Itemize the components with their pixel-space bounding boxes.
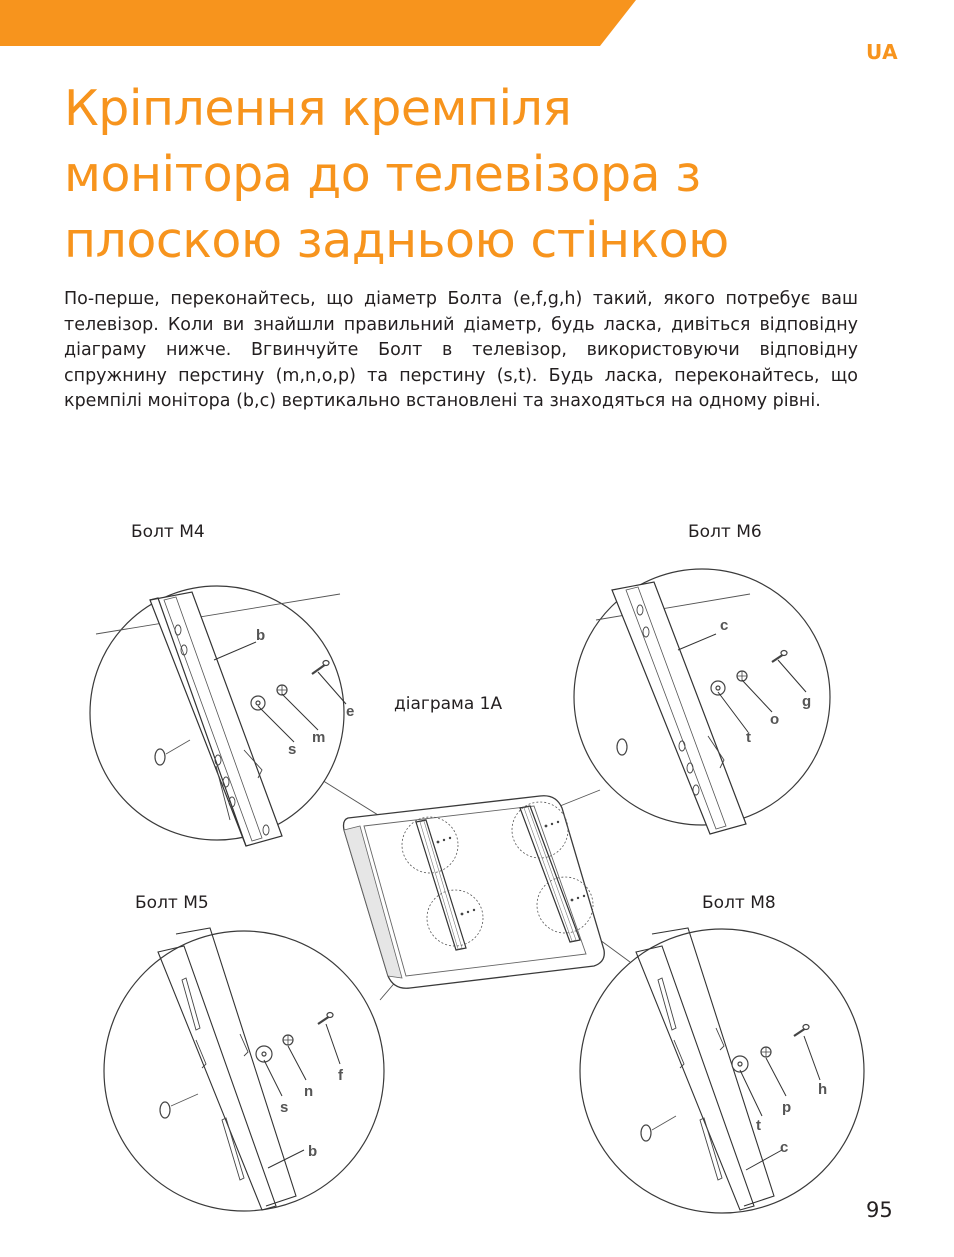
title-line-1: Кріплення кремпіля	[64, 80, 572, 137]
part-label-b-m4: b	[256, 627, 266, 644]
page-number: 95	[866, 1198, 893, 1222]
detail-circle-m8	[580, 928, 864, 1213]
tv-illustration	[344, 796, 605, 989]
intro-paragraph: По-перше, переконайтесь, що діаметр Болта (e,f,g,h) такий, якого потребує ваш телевізор. Коли ви знайшли правильний діаметр, будь ласка, дивіться відповідну діаграму нижче. Вгвинчуйте Болт в телевізор, використовуючи відповідну спружнину перстину (m,n,o,p) та перстину (s,t). Будь ласка, переконайтесь, що кремпілі монітора (b,c) вертикально встановлені та знаходяться на одному рівні.	[64, 289, 858, 412]
panel-label-m5: Болт M5	[135, 893, 209, 913]
part-label-b-m5: b	[308, 1143, 318, 1160]
part-label-t-m8: t	[756, 1117, 761, 1134]
part-label-s-m4: s	[288, 741, 297, 758]
detail-circle-m6	[574, 569, 830, 834]
part-label-p: p	[782, 1099, 792, 1116]
part-label-g: g	[802, 693, 812, 710]
part-label-c-m8: c	[780, 1139, 789, 1156]
panel-label-m6: Болт M6	[688, 522, 762, 542]
part-label-f: f	[338, 1067, 343, 1084]
detail-circle-m4	[90, 586, 346, 846]
part-label-t-m6: t	[746, 729, 751, 746]
panel-label-m8: Болт M8	[702, 893, 776, 913]
title-line-2: монітора до телевізора з	[64, 146, 701, 203]
part-label-m: m	[312, 729, 326, 746]
diagram-center-label: діаграма 1A	[394, 694, 503, 714]
part-label-c-m6: c	[720, 617, 729, 634]
part-label-h: h	[818, 1081, 828, 1098]
panel-label-m4: Болт M4	[131, 522, 205, 542]
part-label-n: n	[304, 1083, 314, 1100]
part-label-e: e	[346, 703, 355, 720]
part-label-s-m5: s	[280, 1099, 289, 1116]
part-label-o: o	[770, 711, 780, 728]
language-code: UA	[866, 40, 899, 64]
title-line-3: плоскою задньою стінкою	[64, 212, 729, 269]
